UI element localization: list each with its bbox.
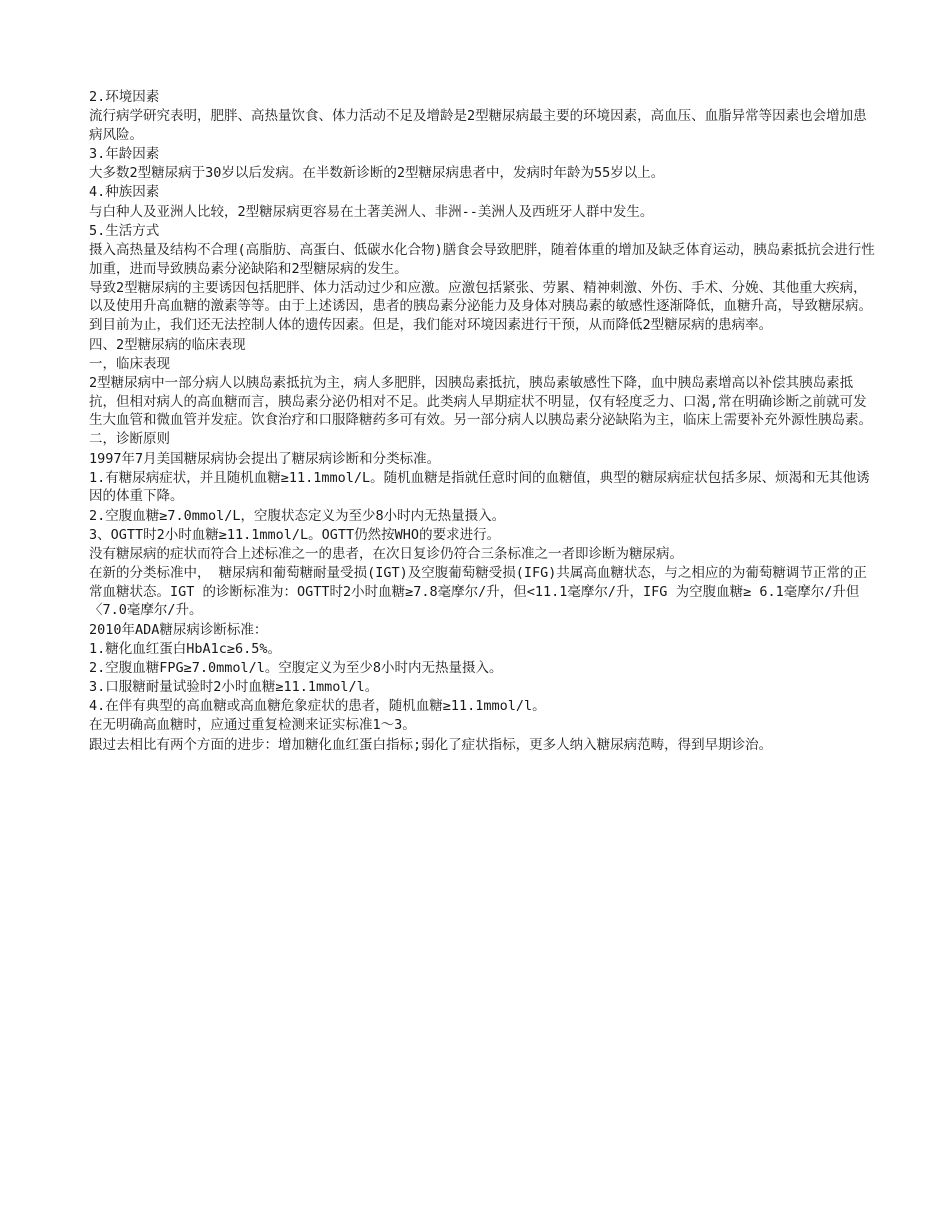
paragraph-igt-ifg: 在新的分类标准中， 糖尿病和葡萄糖耐量受损(IGT)及空腹葡萄糖受损(IFG)共属高血糖状态，与之相应的为葡萄糖调节正常的正常血糖状态。IGT 的诊断标准为：OGTT时2小时血糖≥7.8毫摩尔/升，但<11.1毫摩尔/升，IFG 为空腹血糖≥ 6.1毫摩尔/升但〈7.0毫摩尔/升。 [89,565,867,619]
criterion-2010-4: 4.在伴有典型的高血糖或高血糖危象症状的患者，随机血糖≥11.1mmol/l。 [89,698,546,715]
document-body [89,88,879,754]
paragraph-triggers: 导致2型糖尿病的主要诱因包括肥胖、体力活动过少和应激。应激包括紧张、劳累、精神刺激、外伤、手术、分娩、其他重大疾病，以及使用升高血糖的激素等等。由于上述诱因，患者的胰岛素分泌能力及身体对胰岛素的敏感性逐渐降低，血糖升高，导致糖尿病。 [89,279,872,315]
section-heading-environment: 2.环境因素 [89,89,160,105]
subheading-diagnosis-principles: 二，诊断原则 [89,431,170,448]
section-heading-race: 4.种族因素 [89,184,160,201]
section-heading-lifestyle: 5.生活方式 [89,222,160,239]
paragraph-confirmation: 在无明确高血糖时，应通过重复检测来证实标准1～3。 [89,717,416,734]
paragraph-race: 与白种人及亚洲人比较，2型糖尿病更容易在土著美洲人、非洲--美洲人及西班牙人群中发生。 [89,203,654,220]
criterion-1997-3: 3、OGTT时2小时血糖≥11.1mmol/L。OGTT仍然按WHO的要求进行。 [89,526,501,543]
criterion-1997-1: 1.有糖尿病症状，并且随机血糖≥11.1mmol/L。随机血糖是指就任意时间的血糖值，典型的糖尿病症状包括多尿、烦渴和无其他诱因的体重下降。 [89,469,870,505]
section-heading-clinical-manifestations: 四、2型糖尿病的临床表现 [89,336,246,353]
paragraph-intervention: 到目前为止，我们还无法控制人体的遗传因素。但是，我们能对环境因素进行干预，从而降低2型糖尿病的患病率。 [89,317,773,334]
section-heading-age: 3.年龄因素 [89,145,160,162]
criterion-2010-1: 1.糖化血红蛋白HbA1c≥6.5%。 [89,640,282,657]
criterion-1997-2: 2.空腹血糖≥7.0mmol/L，空腹状态定义为至少8小时内无热量摄入。 [89,507,506,524]
paragraph-ada-1997: 1997年7月美国糖尿病协会提出了糖尿病诊断和分类标准。 [89,450,441,467]
paragraph-lifestyle: 摄入高热量及结构不合理(高脂肪、高蛋白、低碳水化合物)膳食会导致肥胖，随着体重的增加及缺乏体育运动，胰岛素抵抗会进行性加重，进而导致胰岛素分泌缺陷和2型糖尿病的发生。 [89,241,875,277]
paragraph-progress-summary: 跟过去相比有两个方面的进步：增加糖化血红蛋白指标;弱化了症状指标，更多人纳入糖尿病范畴，得到早期诊治。 [89,736,773,753]
criterion-2010-3: 3.口服糖耐量试验时2小时血糖≥11.1mmol/l。 [89,679,379,696]
paragraph-followup-diagnosis: 没有糖尿病的症状而符合上述标准之一的患者，在次日复诊仍符合三条标准之一者即诊断为糖尿病。 [89,545,683,562]
paragraph-clinical-presentation: 2型糖尿病中一部分病人以胰岛素抵抗为主，病人多肥胖，因胰岛素抵抗，胰岛素敏感性下降，血中胰岛素增高以补偿其胰岛素抵抗，但相对病人的高血糖而言，胰岛素分泌仍相对不足。此类病人早期症状不明显，仅有轻度乏力、口渴,常在明确诊断之前就可发生大血管和微血管并发症。饮食治疗和口服降糖药多可有效。另一部分病人以胰岛素分泌缺陷为主，临床上需要补充外源性胰岛素。 [89,375,872,429]
paragraph-environment: 流行病学研究表明，肥胖、高热量饮食、体力活动不足及增龄是2型糖尿病最主要的环境因素，高血压、血脂异常等因素也会增加患病风险。 [89,108,867,143]
subheading-clinical-presentation: 一，临床表现 [89,355,170,372]
subheading-ada-2010: 2010年ADA糖尿病诊断标准： [89,621,268,638]
criterion-2010-2: 2.空腹血糖FPG≥7.0mmol/l。空腹定义为至少8小时内无热量摄入。 [89,659,503,676]
paragraph-age: 大多数2型糖尿病于30岁以后发病。在半数新诊断的2型糖尿病患者中，发病时年龄为55岁以上。 [89,165,665,182]
